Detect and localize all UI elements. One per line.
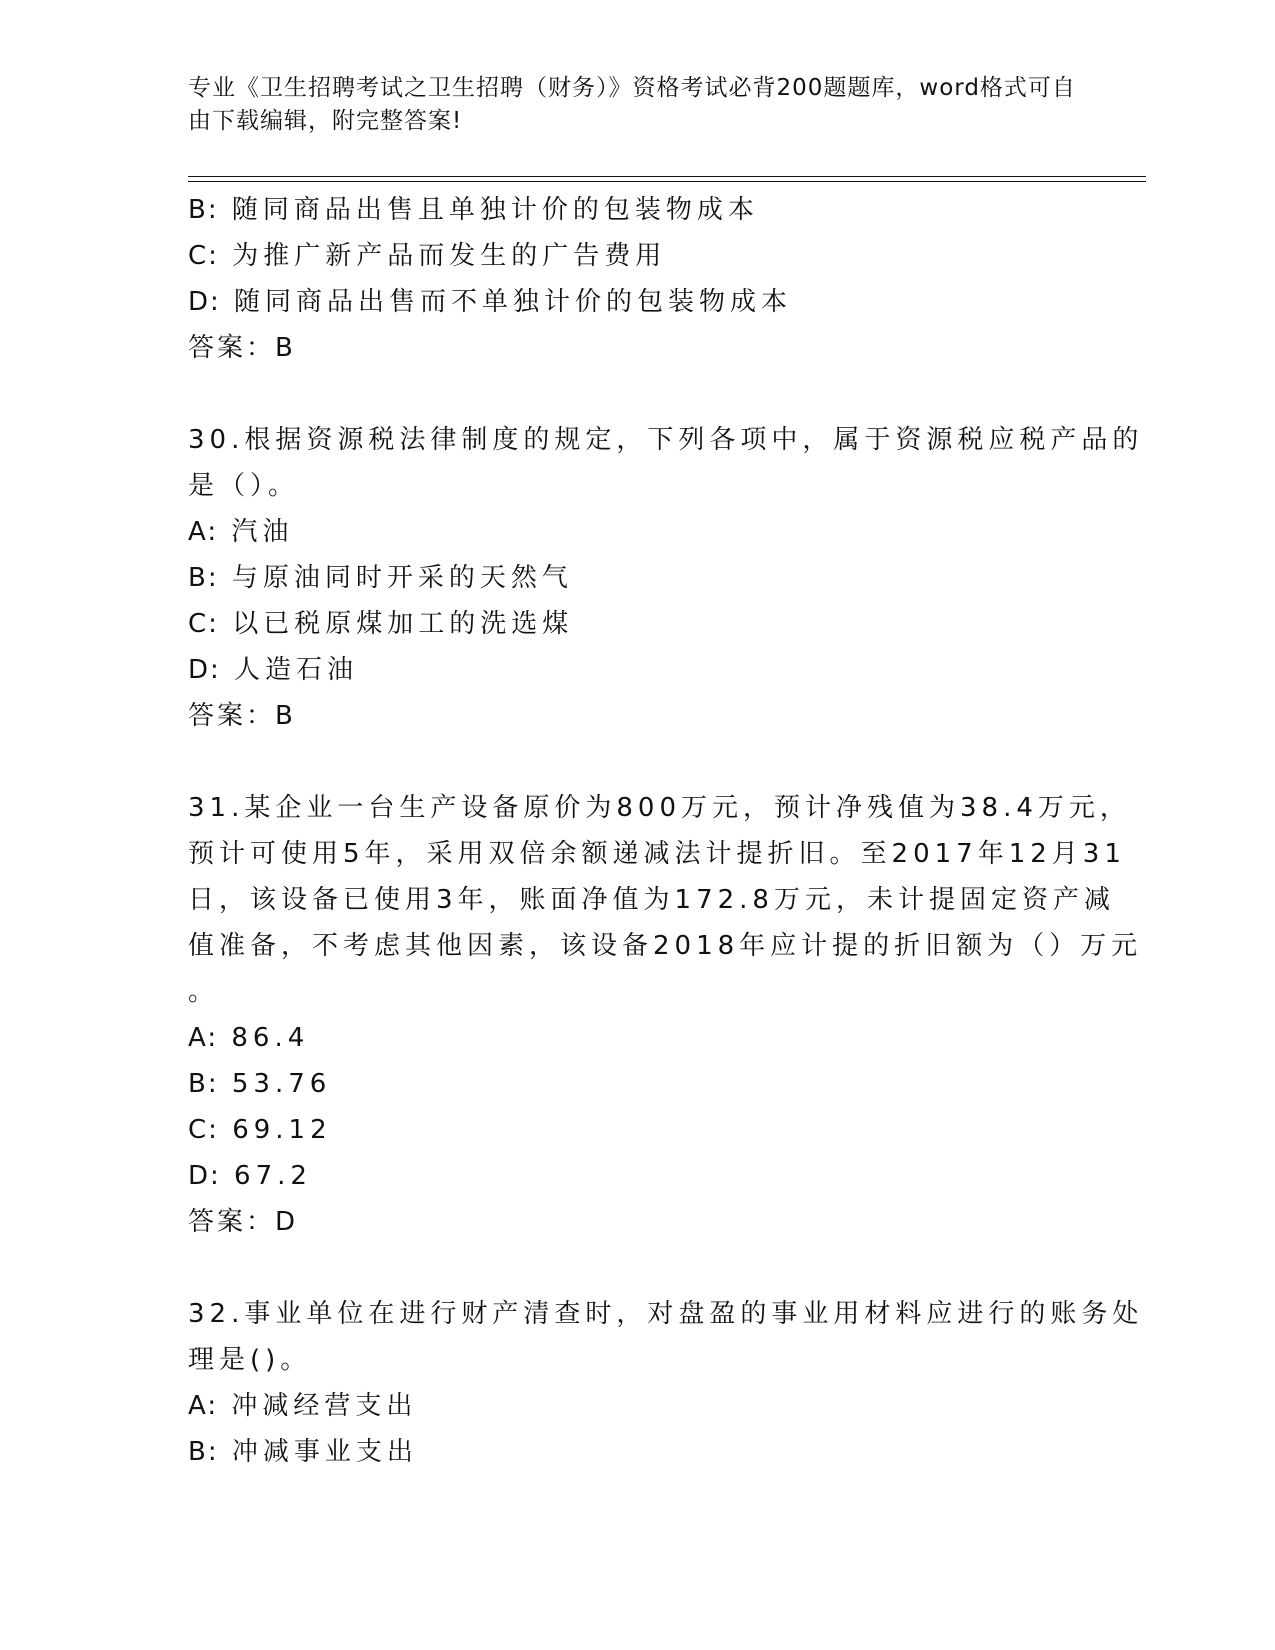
question-stem-continued: 理是()。: [188, 1345, 312, 1375]
option-a: A: 86.4: [188, 1023, 310, 1053]
question-stem: 30.根据资源税法律制度的规定，下列各项中，属于资源税应税产品的: [188, 425, 1144, 455]
question-stem: 31.某企业一台生产设备原价为800万元，预计净残值为38.4万元，: [188, 793, 1131, 823]
question-block-31: [188, 785, 1143, 1245]
question-stem-continued: 值准备，不考虑其他因素，该设备2018年应计提的折旧额为（）万元: [188, 931, 1143, 961]
question-block-30: [188, 417, 1144, 739]
option-a: A: 冲减经营支出: [188, 1391, 418, 1421]
question-stem-continued: 日，该设备已使用3年，账面净值为172.8万元，未计提固定资产减: [188, 885, 1115, 915]
answer-line: 答案：B: [188, 333, 296, 363]
spacer: [188, 371, 1068, 417]
question-stem: 32.事业单位在进行财产清查时，对盘盈的事业用材料应进行的账务处: [188, 1299, 1144, 1329]
document-body: [188, 187, 1144, 1475]
header-divider-top: [188, 176, 1146, 177]
option-d: D: 67.2: [188, 1161, 312, 1191]
option-c: C: 为推广新产品而发生的广告费用: [188, 241, 667, 271]
document-header-title: 专业《卫生招聘考试之卫生招聘（财务）》资格考试必背200题题库，word格式可自由下载编辑，附完整答案!: [188, 75, 1076, 134]
option-c: C: 以已税原煤加工的洗选煤: [188, 609, 574, 639]
question-block-32: [188, 1291, 1144, 1475]
spacer: [188, 739, 1068, 785]
question-stem-continued: 。: [188, 977, 220, 1007]
option-d: D: 人造石油: [188, 655, 359, 685]
option-d: D: 随同商品出售而不单独计价的包装物成本: [188, 287, 793, 317]
question-block-29: [188, 187, 1068, 371]
option-b: B: 53.76: [188, 1069, 332, 1099]
answer-line: 答案：D: [188, 1207, 299, 1237]
spacer: [188, 1245, 1068, 1291]
option-b: B: 冲减事业支出: [188, 1437, 418, 1467]
question-stem-continued: 预计可使用5年，采用双倍余额递减法计提折旧。至2017年12月31: [188, 839, 1126, 869]
header-divider-bottom: [188, 181, 1146, 182]
option-b: B: 随同商品出售且单独计价的包装物成本: [188, 195, 759, 225]
answer-line: 答案：B: [188, 701, 296, 731]
question-stem-continued: 是（）。: [188, 471, 300, 501]
option-c: C: 69.12: [188, 1115, 332, 1145]
option-a: A: 汽油: [188, 517, 294, 547]
option-b: B: 与原油同时开采的天然气: [188, 563, 573, 593]
